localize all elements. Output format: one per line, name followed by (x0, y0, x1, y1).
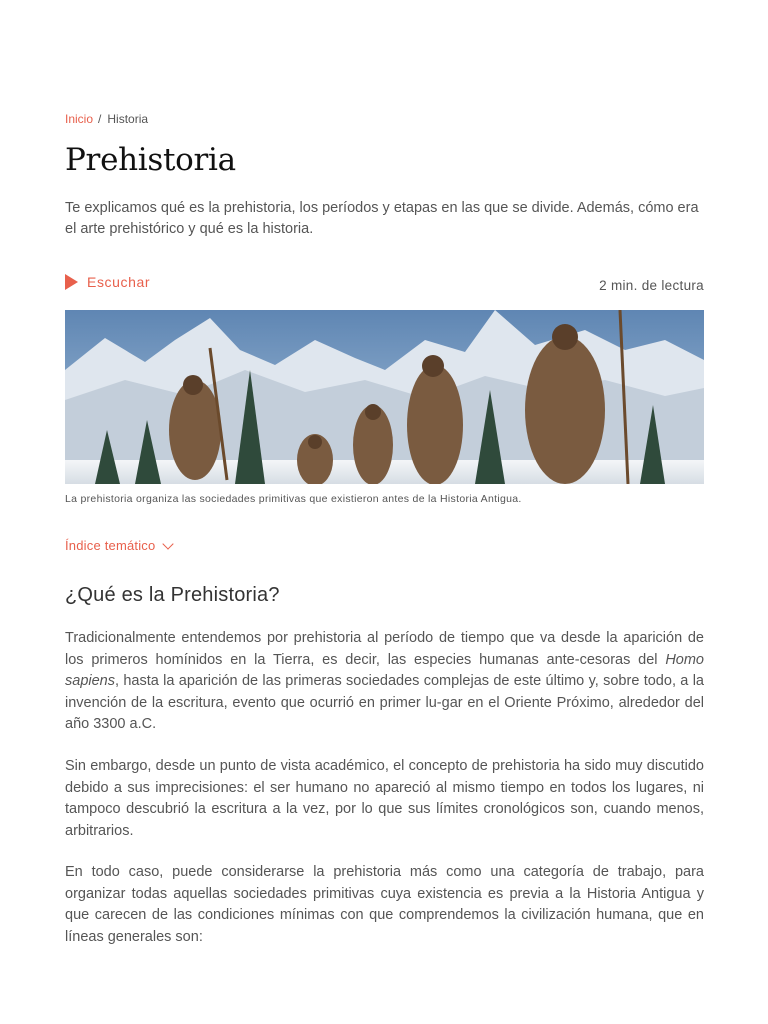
hero-image (65, 310, 704, 484)
paragraph-1 (65, 628, 704, 736)
breadcrumb-home-link[interactable]: Inicio (65, 112, 94, 126)
page-title: Prehistoria (65, 142, 236, 178)
paragraph-1-part-b: , hasta la aparición de las primeras sociedades complejas de este último y, sobre todo, a la invención de la escritura, evento que ocurrió en primer lu-gar en el Oriente Próximo, alrededor del año 3300 a.C. (65, 673, 704, 732)
toc-toggle[interactable] (65, 538, 172, 553)
play-icon (65, 274, 78, 290)
paragraph-3: En todo caso, puede considerarse la prehistoria más como una categoría de trabajo, para organizar todas aquellas sociedades primitivas cuya existencia es previa a la Historia Antigua y que carecen de las condiciones mínimas con que comprendemos la civilización humana, que en líneas generales son: (65, 864, 704, 945)
article-lead: Te explicamos qué es la prehistoria, los períodos y etapas en las que se divide. Además, cómo era el arte prehistórico y qué es la historia. (65, 200, 699, 237)
read-time: 2 min. de lectura (599, 278, 704, 293)
toc-label: Índice temático (65, 538, 156, 553)
listen-label: Escuchar (87, 274, 151, 290)
paragraph-1-emphasis: Homo sapiens (65, 651, 704, 689)
section-title: ¿Qué es la Prehistoria? (65, 584, 280, 606)
breadcrumb-separator: / (98, 112, 102, 126)
audio-row (65, 272, 704, 298)
breadcrumb (65, 112, 148, 126)
chevron-down-icon (163, 538, 174, 549)
paragraph-2: Sin embargo, desde un punto de vista académico, el concepto de prehistoria ha sido muy discutido debido a sus imprecisiones: el ser humano no apareció al mismo tiempo en todos los lugares, ni tampoco descubrió la escritura a la vez, por lo que sus límites cronológicos son, cuando menos, arbitrarios. (65, 758, 704, 839)
paragraph-1-part-a: Tradicionalmente entendemos por prehistoria al período de tiempo que va desde la aparición de los primeros homínidos en la Tierra, es decir, las especies humanas ante-cesoras del (65, 630, 704, 668)
breadcrumb-current[interactable]: Historia (107, 112, 149, 126)
listen-button[interactable] (65, 274, 150, 290)
hero-illustration (65, 310, 704, 484)
image-caption: La prehistoria organiza las sociedades primitivas que existieron antes de la Historia Antigua. (65, 493, 522, 505)
